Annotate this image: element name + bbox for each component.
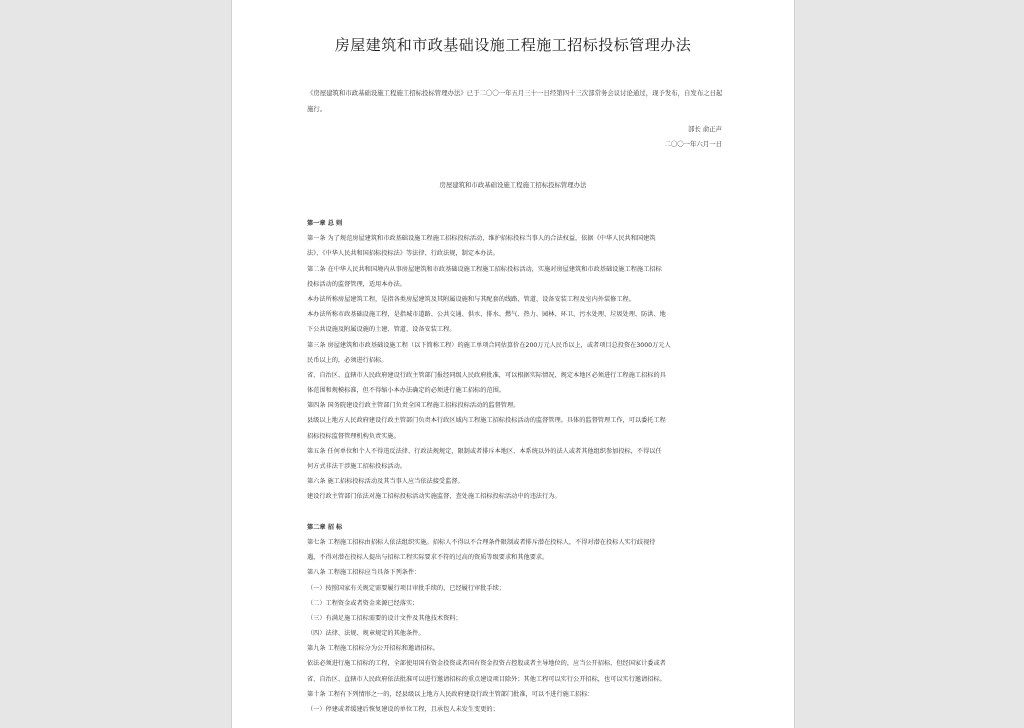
body-line: 下公共设施及附属设施的土建、管道、设备安装工程。 (307, 326, 456, 334)
body-line: 第七条 工程施工招标由招标人依法组织实施。招标人不得以不合理条件限制或者排斥潜在投标人，不得对潜在投标人实行歧视待 (307, 538, 656, 546)
body-line: 第三条 房屋建筑和市政基础设施工程（以下简称工程）的施工单项合同估算价在200万元人民币以上，或者项目总投资在3000万元人 (307, 341, 671, 349)
body-line: 第五条 任何单位和个人不得违反法律、行政法规规定，限制或者排斥本地区、本系统以外的法人或者其他组织参加投标，不得以任 (307, 447, 662, 455)
body-line: 遇，不得对潜在投标人提出与招标工程实际要求不符的过高的资质等级要求和其他要求。 (307, 554, 549, 562)
body-line: （一）按照国家有关规定需要履行项目审批手续的，已经履行审批手续； (307, 584, 505, 592)
signature-date: 二〇〇一年六月一日 (664, 140, 722, 148)
body-line: （三）有满足施工招标需要的设计文件及其他技术资料； (307, 614, 462, 622)
body-line: 省、自治区、直辖市人民政府依法批准可以进行邀请招标的重点建设项目除外；其他工程可以实行公开招标，也可以实行邀请招标。 (307, 675, 666, 683)
body-line: （二）工程资金或者资金来源已经落实； (307, 599, 419, 607)
document-page (231, 0, 795, 728)
body-line: 体范围和规模标准，但不得缩小本办法确定的必须进行施工招标的范围。 (307, 387, 505, 395)
document-body (307, 216, 727, 717)
body-line: 第一条 为了规范房屋建筑和市政基础设施工程施工招标投标活动，维护招标投标当事人的合法权益，依据《中华人民共和国建筑 (307, 235, 656, 243)
signature-role: 部长 俞正声 (688, 125, 722, 133)
body-line: 建设行政主管部门依法对施工招标投标活动实施监督，查处施工招标投标活动中的违法行为。 (307, 493, 561, 501)
body-line: 本办法所称房屋建筑工程，是指各类房屋建筑及其附属设施和与其配套的线路、管道、设备安装工程及室内外装修工程。 (307, 295, 635, 303)
body-line: 何方式非法干涉施工招标投标活动。 (307, 463, 406, 470)
body-line: 本办法所称市政基础设施工程，是指城市道路、公共交通、供水、排水、燃气、热力、园林、环卫、污水处理、垃圾处理、防洪、地 (307, 311, 666, 319)
body-line: 法》、《中华人民共和国招标投标法》等法律、行政法规，制定本办法。 (307, 250, 499, 258)
body-line: 第十条 工程有下列情形之一的，经县级以上地方人民政府建设行政主管部门批准，可以不进行施工招标： (307, 690, 594, 698)
body-line: 第六条 施工招标投标活动及其当事人应当依法接受监督。 (307, 478, 464, 486)
body-line: 依法必须进行施工招标的工程，全部使用国有资金投资或者国有资金投资占控股或者主导地位的，应当公开招标，但经国家计委或者 (307, 660, 666, 668)
chapter-heading: 第一章 总 则 (307, 220, 343, 227)
body-line: 省、自治区、直辖市人民政府建设行政主管部门报经同级人民政府批准，可以根据实际情况，规定本地区必须进行工程施工招标的具 (307, 371, 666, 379)
body-line: 县级以上地方人民政府建设行政主管部门负责本行政区域内工程施工招标投标活动的监督管理。具体的监督管理工作，可以委托工程 (307, 417, 666, 425)
body-line: 第二条 在中华人民共和国境内从事房屋建筑和市政基础设施工程施工招标投标活动，实施对房屋建筑和市政基础设施工程施工招标 (307, 265, 662, 273)
body-line: 第八条 工程施工招标应当具备下列条件： (307, 569, 421, 577)
body-line: 民币以上的，必须进行招标。 (307, 356, 388, 364)
document-subtitle: 房屋建筑和市政基础设施工程施工招标投标管理办法 (439, 181, 587, 189)
chapter-heading: 第二章 招 标 (307, 523, 343, 531)
document-title: 房屋建筑和市政基础设施工程施工招标投标管理办法 (334, 36, 692, 54)
body-line: 招标投标监督管理机构负责实施。 (307, 432, 400, 440)
body-line: （一）停建或者缓建后恢复建设的单位工程，且承包人未发生变更的； (307, 706, 499, 713)
paragraph-gap (307, 505, 727, 520)
body-line: （四）法律、法规、规章规定的其他条件。 (307, 630, 425, 638)
body-line: 第九条 工程施工招标分为公开招标和邀请招标。 (307, 645, 439, 653)
body-line: 投标活动的监督管理，适用本办法。 (307, 280, 406, 288)
intro-paragraph: 《房屋建筑和市政基础设施工程施工招标投标管理办法》已于二〇〇一年五月三十一日经第四十三次部常务会议讨论通过，现予发布，自发布之日起施行。 (307, 89, 723, 113)
body-line: 第四条 国务院建设行政主管部门负责全国工程施工招标投标活动的监督管理。 (307, 402, 520, 410)
